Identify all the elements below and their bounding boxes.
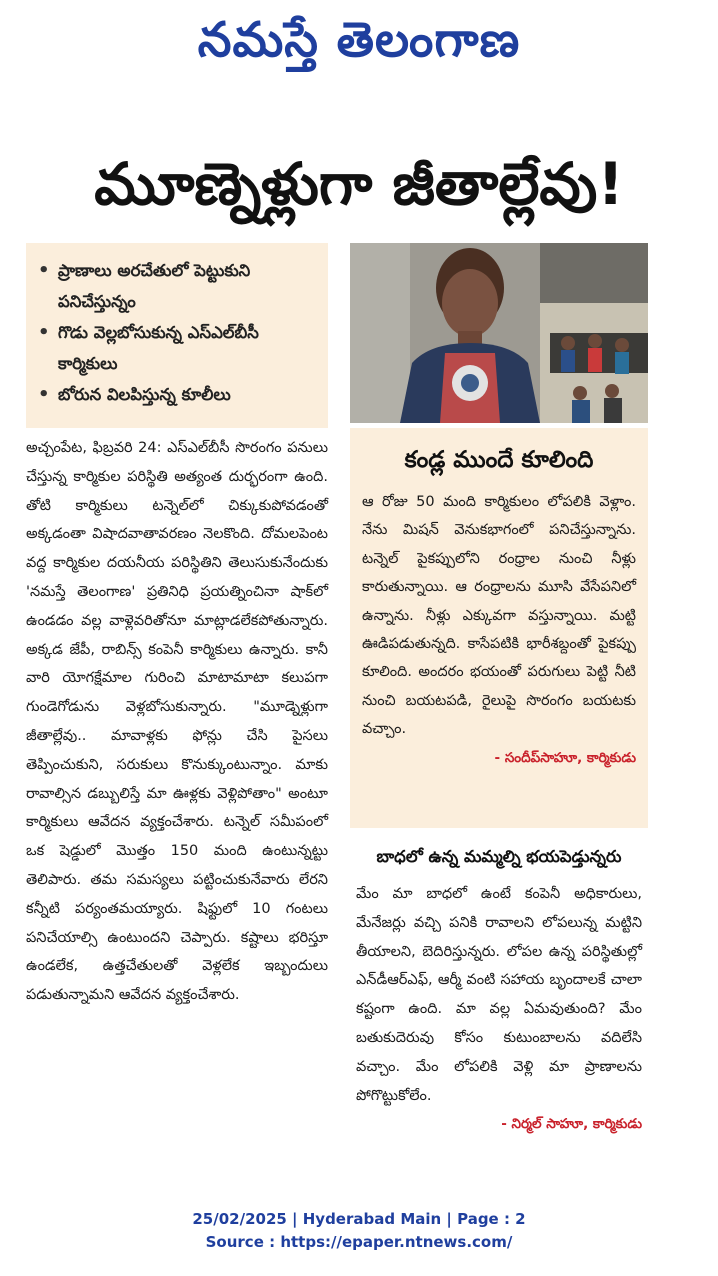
highlight-text: బోరున విలపిస్తున్న కూలీలు (58, 385, 231, 404)
highlight-item (38, 379, 318, 410)
highlight-item (38, 255, 318, 317)
sidebar-quote-box (350, 428, 648, 828)
second-story (350, 876, 648, 1136)
second-story-byline: - నిర్మల్ సాహూ, కార్మికుడు (501, 1116, 642, 1133)
masthead-title: నమస్తే తెలంగాణ (197, 12, 521, 68)
sidebar-byline: - సందీప్‌సాహూ, కార్మికుడు (494, 749, 636, 766)
footer-source-link[interactable]: Source : https://epaper.ntnews.com/ (205, 1233, 513, 1251)
highlights-box (26, 243, 328, 428)
worker-photo (350, 243, 648, 423)
main-story (26, 432, 328, 1144)
bullet-icon: • (38, 384, 50, 405)
main-story-body: అచ్చంపేట, ఫిబ్రవరి 24: ఎస్ఎల్‌బీసీ సొరంగం పనులు చేస్తున్న కార్మికుల పరిస్థితి అత్యంత దుర్భరంగా ఉంది. తోటి కార్మికులు టన్నెల్‌లో చిక్కుకుపోవడంతో అక్కడంతా విషాదవాతావరణం నెలకొంది. దోమలపెంట వద్ద కార్మికుల దయనీయ పరిస్థితిని తెలుసుకునేందుకు 'నమస్తే తెలంగాణ' ప్రతినిధి ప్రయత్నించినా షాక్‌లో ఉండడం వల్ల వాళ్లెవరితోనూ మాట్లాడలేకపోతున్నారు. అక్కడ జేపీ, రాబిన్స్ కంపెనీ కార్మికులు ఉన్నారు. కానీ వారి యోగక్షేమాల గురించి మాటామాటా కలుపగా గుండెగోడును వెళ్లబోసుకున్నారు. "మూడ్నెళ్లుగా జీతాల్లేవు.. మావాళ్లకు ఫోన్లు చేసి పైసలు తెప్పించుకుని, సరుకులు కొనుక్కుంటున్నాం. మాకు రావాల్సిన డబ్బులిస్తే మా ఊళ్లకు వెళ్లిపోతాం" అంటూ కార్మికులు ఆవేదన వ్యక్తంచేశారు. టన్నెల్ సమీపంలో ఒక షెడ్డులో మొత్తం 150 మంది ఉంటున్నట్టు తెలిపారు. తమ సమస్యలు పట్టించుకునేవారు లేరని కన్నీటి పర్యంతమయ్యారు. షిఫ్టులో 10 గంటలు పనిచేయాల్సి ఉంటుందని చెప్పారు. కష్టాలు భరిస్తూ ఉండలేక, ఉత్తచేతులతో వెళ్లలేక ఇబ్బందులు పడుతున్నామని ఆవేదన వ్యక్తంచేశారు. (26, 440, 328, 1004)
highlight-text: ప్రాణాలు అరచేతులో పెట్టుకుని పనిచేస్తున్నం (58, 261, 251, 311)
worker-photo-illustration (350, 243, 648, 423)
highlight-item (38, 317, 318, 379)
headline: మూణ్నెళ్లుగా జీతాల్లేవు! (94, 150, 624, 218)
sidebar-body: ఆ రోజు 50 మంది కార్మికులం లోపలికి వెళ్లాం. నేను మిషన్ వెనుకభాగంలో పనిచేస్తున్నాను. టన్నెల్ పైకప్పులోని రంధ్రాల నుంచి నీళ్లు కారుతున్నాయి. ఆ రంధ్రాలను మూసి వేసేపనిలో ఉన్నాను. నీళ్లు ఎక్కువగా వస్తున్నాయి. మట్టి ఊడిపడుతున్నది. కాసేపటికి భారీశబ్దంతో పైకప్పు కూలింది. అందరం భయంతో పరుగులు పెట్టి నీటి నుంచి బయటపడి, రైలుపై సొరంగం బయటకు వచ్చాం. (362, 494, 636, 738)
highlight-text: గొడు వెల్లబోసుకున్న ఎస్ఎల్‌బీసీ కార్మికులు (58, 323, 259, 373)
sidebar-title: కండ్ల ముందే కూలింది (404, 447, 594, 473)
bullet-icon: • (38, 322, 50, 343)
second-story-body: మేం మా బాధలో ఉంటే కంపెనీ అధికారులు, మేనేజర్లు వచ్చి పనికి రావాలని లోపలున్న మట్టిని తీయాలని, బెదిరిస్తున్నరు. లోపల ఉన్న పరిస్థితుల్లో ఎన్‌డీఆర్ఎఫ్, ఆర్మీ వంటి సహాయ బృందాలకే చాలా కష్టంగా ఉంది. మా వల్ల ఏమవుతుంది? మేం బతుకుదెరువు కోసం కుటుంబాలను వదిలేసి వచ్చాం. మేం లోపలికి వెళ్లి మా ప్రాణాలను పోగొట్టుకోలేం. (356, 886, 642, 1104)
page-footer (0, 1208, 718, 1254)
footer-date-edition: 25/02/2025 | Hyderabad Main | Page : 2 (192, 1210, 526, 1228)
bullet-icon: • (38, 260, 50, 281)
second-story-title: బాధలో ఉన్న మమ్మల్ని భయపెడ్తున్నరు (376, 847, 622, 866)
